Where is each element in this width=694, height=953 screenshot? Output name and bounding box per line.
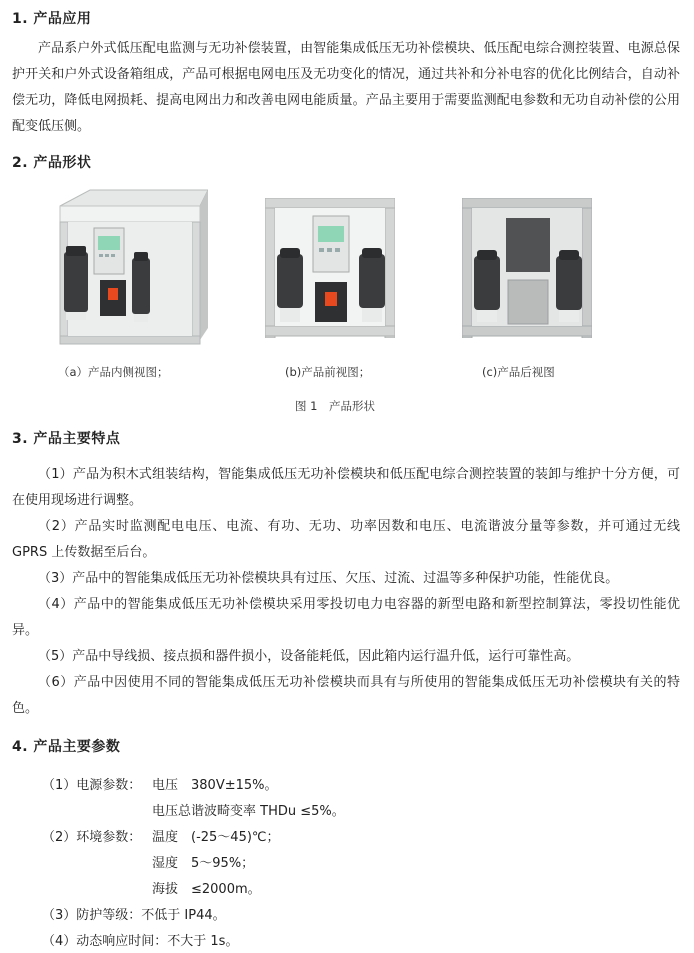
protection-grade: （3）防护等级：不低于 IP44。	[42, 908, 226, 923]
section-heading-parameters: 4. 产品主要参数	[12, 739, 121, 755]
section-heading-features: 3. 产品主要特点	[12, 431, 121, 447]
feature-item: （4）产品中的智能集成低压无功补偿模块采用零投切电力电容器的新型电路和新型控制算法，零投切性能优异。	[12, 597, 680, 638]
caption-front-view: (b)产品前视图；	[285, 365, 371, 379]
application-paragraph: 产品系户外式低压配电监测与无功补偿装置，由智能集成低压无功补偿模块、低压配电综合测控装置、电源总保护开关和户外式设备箱组成，产品可根据电网电压及无功变化的情况，通过共补和分补电容的优化比例结合，自动补偿无功，降低电网损耗、提高电网出力和改善电网电能质量。产品主要用于需要监测配电参数和无功自动补偿的公用配变低压侧。	[12, 41, 680, 134]
product-back-view-image	[462, 198, 592, 338]
dynamic-response-time: （4）动态响应时间：不大于 1s。	[42, 934, 239, 949]
product-inner-view-image	[52, 188, 208, 350]
caption-inner-view: （a）产品内侧视图；	[58, 365, 169, 379]
environment-temperature-value: 温度 (-25～45)℃；	[152, 830, 280, 845]
environment-parameters-label: （2）环境参数：	[42, 830, 142, 845]
feature-item: （5）产品中导线损、接点损和器件损小，设备能耗低，因此箱内运行温升低，运行可靠性高。	[38, 649, 580, 664]
feature-item: （2）产品实时监测配电电压、电流、有功、无功、功率因数和电压、电流谐波分量等参数，并可通过无线 GPRS 上传数据至后台。	[12, 519, 680, 560]
power-thd-value: 电压总谐波畸变率 THDu ≤5%。	[152, 804, 345, 819]
section-heading-application: 1. 产品应用	[12, 11, 92, 27]
feature-item: （3）产品中的智能集成低压无功补偿模块具有过压、欠压、过流、过温等多种保护功能，性能优良。	[38, 571, 619, 586]
feature-item: （1）产品为积木式组装结构，智能集成低压无功补偿模块和低压配电综合测控装置的装卸与维护十分方便，可在使用现场进行调整。	[12, 467, 680, 508]
power-voltage-value: 电压 380V±15%。	[152, 778, 278, 793]
product-front-view-image	[265, 198, 395, 338]
environment-humidity-value: 湿度 5～95%；	[152, 856, 255, 871]
section-heading-shape: 2. 产品形状	[12, 155, 92, 171]
power-parameters-label: （1）电源参数：	[42, 778, 142, 793]
caption-back-view: (c)产品后视图	[482, 365, 555, 379]
figure-caption: 图 1 产品形状	[295, 399, 375, 413]
environment-altitude-value: 海拔 ≤2000m。	[152, 882, 261, 897]
feature-item: （6）产品中因使用不同的智能集成低压无功补偿模块而具有与所使用的智能集成低压无功补偿模块有关的特色。	[12, 675, 680, 716]
